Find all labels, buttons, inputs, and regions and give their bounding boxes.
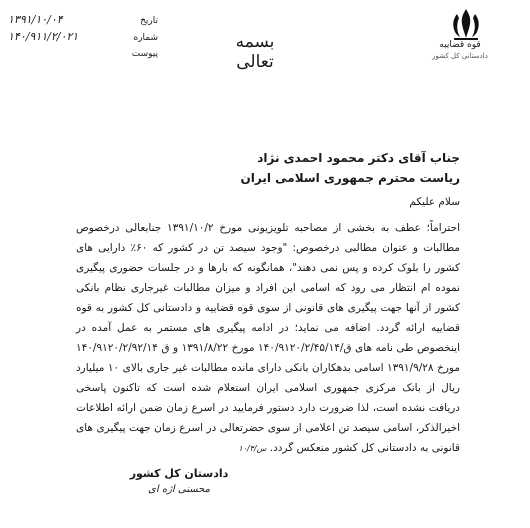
letter-meta	[8, 12, 158, 62]
organization-label: قوه قضاییه	[439, 40, 481, 50]
number-row	[8, 29, 158, 46]
date-value: ۱۳۹۱/۱۰/۰۴	[8, 13, 63, 26]
date-label: تاریخ	[140, 16, 158, 26]
letter-body-text: احتراماً؛ عطف به بخشی از مصاحبه تلویزیونی مورخ ۱۳۹۱/۱۰/۲ جنابعالی درخصوص مطالبات و عنوان مطالبی درخصوص: "وجود سیصد تن در کشور که ۶۰٪ دارایی های کشور را بلوک کرده و پس نمی دهند"، همانگونه که بارها و در جلسات حضوری پیگیری نموده ام انتظار می رود که اسامی این افراد و میزان مطالبات غیرجاری نظام بانکی کشور از آنها جهت پیگیری های قانونی از سوی قوه قضاییه و دادستانی کل کشور به قوه قضاییه ارائه گردد. اضافه می نماید؛ در ادامه پیگیری های مستمر به عمل آمده در اینخصوص طی نامه های ق/۱۴۰/۹۱۲۰/۲/۴۵/۱۴ مورخ ۱۳۹۱/۸/۲۲ و ق ۱۴۰/۹۱۲۰/۲/۹۲/۱۴ مورخ ۱۳۹۱/۹/۲۸ اسامی بدهکاران بانکی دارای مانده مطالبات غیر جاری بالای ۱۰ میلیارد ریال از بانک مرکزی جمهوری اسلامی ایران استعلام شده است که تاکنون پاسخی دریافت نشده است، لذا ضرورت دارد دستور فرمایید در اسرع زمان ضمن ارائه اطلاعات اخیرالذکر، اسامی سیصد تن اعلامی از سوی حضرتعالی در اسرع زمان جهت پیگیری های قانونی به دادستانی کل کشور منعکس گردد.	[76, 222, 461, 454]
greeting: سلام علیکم	[409, 196, 460, 208]
attachment-row	[8, 46, 158, 62]
signature-block	[124, 466, 234, 498]
iran-emblem-icon	[446, 6, 486, 42]
number-value: ۱۴۰/۹۱۱/۲/۰۲۱	[8, 30, 79, 43]
number-label: شماره	[133, 33, 158, 43]
bismillah: بسمه تعالی	[235, 32, 275, 72]
sub-organization-label: دادستانی کل کشور	[432, 52, 488, 60]
organization-name	[406, 40, 514, 60]
attachment-label: پیوست	[131, 49, 158, 59]
recipient-title: ریاست محترم جمهوری اسلامی ایران	[240, 171, 460, 185]
letter-body	[76, 218, 461, 454]
signature-title: دادستان کل کشور	[129, 467, 229, 480]
date-row	[8, 12, 158, 29]
signature-name: محسنی اژه ای	[148, 484, 210, 495]
recipient-block	[200, 148, 460, 188]
letter-initials: س/۱۰/۴	[238, 444, 267, 453]
recipient-name: جناب آقای دکتر محمود احمدی نژاد	[257, 151, 460, 165]
